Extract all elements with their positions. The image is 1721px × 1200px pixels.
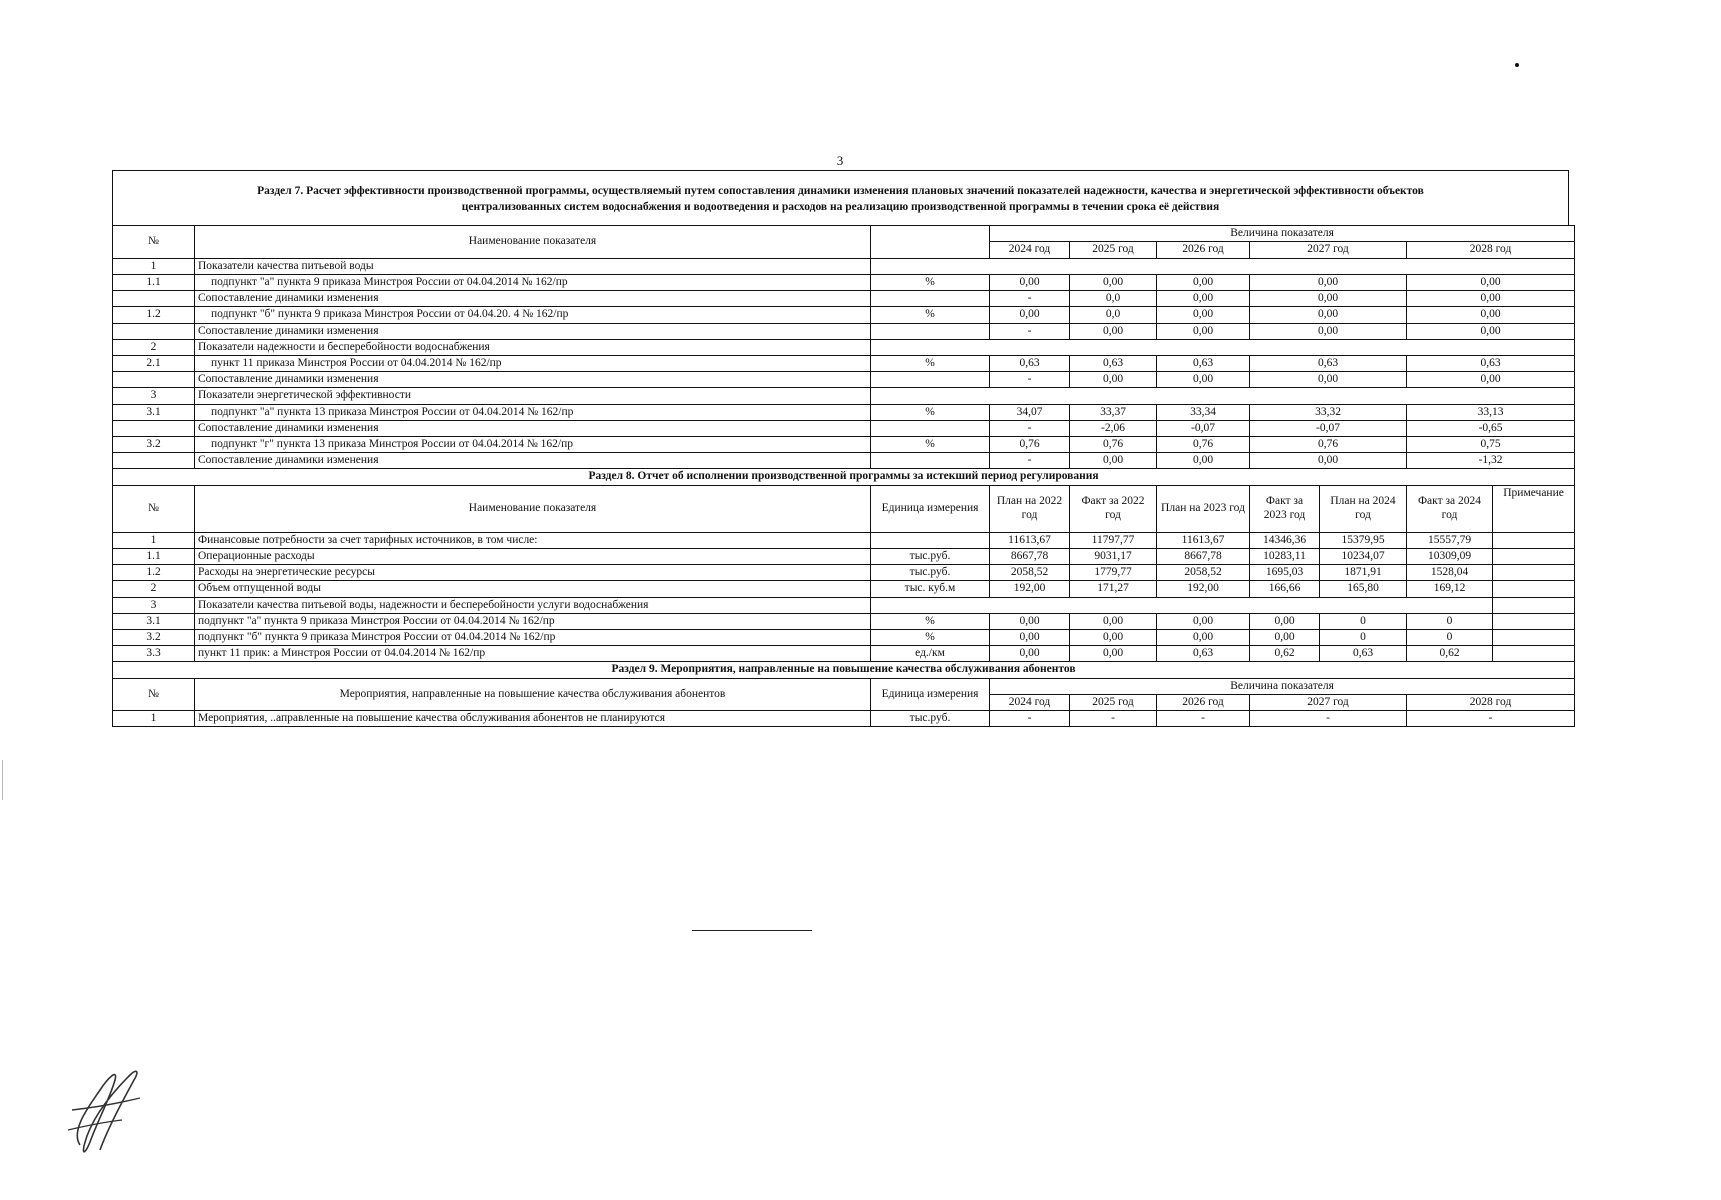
- row-value: 0,00: [1070, 646, 1157, 662]
- row-name: пункт 11 приказа Минстроя России от 04.04.2014 № 162/пр: [195, 355, 871, 371]
- row-number: [113, 420, 195, 436]
- row-value: 165,80: [1320, 581, 1407, 597]
- table-row: [113, 613, 1575, 629]
- s7-year-header: 2026 год: [1157, 242, 1250, 258]
- s9-year-header: 2025 год: [1070, 694, 1157, 710]
- row-value: -: [990, 453, 1070, 469]
- row-number: [113, 453, 195, 469]
- table-row: [113, 532, 1575, 548]
- s8-col-unit: Единица измерения: [871, 485, 990, 532]
- table-row: [113, 453, 1575, 469]
- row-number: 1: [113, 532, 195, 548]
- row-value: 0,00: [1070, 630, 1157, 646]
- page-number: 3: [836, 153, 844, 168]
- table-row: [113, 711, 1575, 727]
- row-value: 0: [1407, 613, 1493, 629]
- scan-edge-mark: [2, 760, 3, 800]
- row-name: Операционные расходы: [195, 548, 871, 564]
- row-unit: %: [871, 613, 990, 629]
- row-value: 0: [1407, 630, 1493, 646]
- row-unit: %: [871, 355, 990, 371]
- row-value: 11613,67: [990, 532, 1070, 548]
- table-row: [113, 258, 1575, 274]
- row-unit: [871, 323, 990, 339]
- row-value: 2058,52: [1157, 565, 1250, 581]
- row-value: 0,00: [1070, 323, 1157, 339]
- s7-col-num: №: [113, 226, 195, 258]
- row-unit: [871, 532, 990, 548]
- row-unit: [871, 453, 990, 469]
- row-value: 14346,36: [1250, 532, 1320, 548]
- s7-col-value: Величина показателя: [990, 226, 1575, 242]
- row-note: [1493, 548, 1575, 564]
- row-unit: %: [871, 437, 990, 453]
- table-row: [113, 404, 1575, 420]
- scan-dot: [1515, 63, 1519, 67]
- row-value: 0,63: [1250, 355, 1407, 371]
- row-value: -1,32: [1407, 453, 1575, 469]
- row-unit: тыс.руб.: [871, 565, 990, 581]
- s8-col-period: Факт за 2023 год: [1250, 485, 1320, 532]
- row-note: [1493, 646, 1575, 662]
- row-note: [1493, 613, 1575, 629]
- s9-header-row: [113, 678, 1575, 694]
- row-number: 3.2: [113, 437, 195, 453]
- table-row: [113, 339, 1575, 355]
- row-name: подпункт "б" пункта 9 приказа Минстроя России от 04.04.20. 4 № 162/пр: [195, 307, 871, 323]
- row-value: 0,00: [990, 630, 1070, 646]
- row-value: -: [990, 711, 1070, 727]
- row-value: 0,63: [990, 355, 1070, 371]
- s8-col-period: План на 2022 год: [990, 485, 1070, 532]
- row-value: 0,00: [1250, 372, 1407, 388]
- table-row: [113, 420, 1575, 436]
- row-number: 2: [113, 339, 195, 355]
- row-value: 0,0: [1070, 291, 1157, 307]
- row-value: 0,00: [1157, 630, 1250, 646]
- row-value: 0,00: [1407, 323, 1575, 339]
- row-value: 34,07: [990, 404, 1070, 420]
- row-value: 1779,77: [1070, 565, 1157, 581]
- table-row: [113, 437, 1575, 453]
- row-value: 0,0: [1070, 307, 1157, 323]
- row-value: 0,00: [1070, 372, 1157, 388]
- row-unit: тыс. куб.м: [871, 581, 990, 597]
- row-value: -: [1157, 711, 1250, 727]
- row-value: 0,63: [1070, 355, 1157, 371]
- s9-col-unit: Единица измерения: [871, 678, 990, 710]
- row-value: 0,63: [1157, 646, 1250, 662]
- row-name: пункт 11 прик: а Минстроя России от 04.04.2014 № 162/пр: [195, 646, 871, 662]
- table-row: [113, 630, 1575, 646]
- row-name: Показатели надежности и бесперебойности водоснабжения: [195, 339, 871, 355]
- s9-year-header: 2027 год: [1250, 694, 1407, 710]
- row-note: [1493, 581, 1575, 597]
- row-value: 0,00: [1157, 613, 1250, 629]
- row-value: 10283,11: [1250, 548, 1320, 564]
- row-number: 1: [113, 711, 195, 727]
- row-value: 0: [1320, 613, 1407, 629]
- row-unit: %: [871, 404, 990, 420]
- row-unit: %: [871, 630, 990, 646]
- row-number: [113, 372, 195, 388]
- row-value: 192,00: [990, 581, 1070, 597]
- row-name: Сопоставление динамики изменения: [195, 291, 871, 307]
- row-number: 3: [113, 388, 195, 404]
- row-value: 33,13: [1407, 404, 1575, 420]
- s7-col-unit: [871, 226, 990, 258]
- row-unit: [871, 420, 990, 436]
- table-row: [113, 323, 1575, 339]
- row-value: 10309,09: [1407, 548, 1493, 564]
- s7-col-name: Наименование показателя: [195, 226, 871, 258]
- row-value: 0,00: [1157, 453, 1250, 469]
- row-value: -0,65: [1407, 420, 1575, 436]
- report-table: [112, 225, 1575, 727]
- row-value: 0,76: [1250, 437, 1407, 453]
- row-value: 0,75: [1407, 437, 1575, 453]
- row-empty: [871, 339, 1575, 355]
- row-unit: тыс.руб.: [871, 711, 990, 727]
- section7-title: [112, 170, 1569, 225]
- row-name: Расходы на энергетические ресурсы: [195, 565, 871, 581]
- s8-col-period: План на 2023 год: [1157, 485, 1250, 532]
- row-value: 0,00: [1407, 274, 1575, 290]
- row-value: 0,00: [1157, 274, 1250, 290]
- row-value: 171,27: [1070, 581, 1157, 597]
- row-value: 0,63: [1157, 355, 1250, 371]
- row-value: 0,62: [1407, 646, 1493, 662]
- row-value: 0,76: [990, 437, 1070, 453]
- row-value: 0,00: [1407, 291, 1575, 307]
- s9-year-header: 2024 год: [990, 694, 1070, 710]
- row-value: 15557,79: [1407, 532, 1493, 548]
- row-value: 0,00: [990, 646, 1070, 662]
- s7-header-row: [113, 226, 1575, 242]
- row-name: подпункт "а" пункта 9 приказа Минстроя России от 04.04.2014 № 162/пр: [195, 274, 871, 290]
- row-value: 33,32: [1250, 404, 1407, 420]
- row-value: 0,63: [1320, 646, 1407, 662]
- row-number: 3.3: [113, 646, 195, 662]
- s9-year-header: 2026 год: [1157, 694, 1250, 710]
- document-frame: [112, 170, 1569, 727]
- row-value: 0,00: [1250, 453, 1407, 469]
- row-name: Показатели энергетической эффективности: [195, 388, 871, 404]
- row-value: 8667,78: [990, 548, 1070, 564]
- row-note: [1493, 532, 1575, 548]
- row-value: 0,00: [1157, 372, 1250, 388]
- row-value: 0,00: [1407, 372, 1575, 388]
- row-value: 169,12: [1407, 581, 1493, 597]
- row-value: 0,00: [1157, 323, 1250, 339]
- row-value: 0,00: [1070, 453, 1157, 469]
- row-value: 1528,04: [1407, 565, 1493, 581]
- table-row: [113, 372, 1575, 388]
- row-value: -0,07: [1250, 420, 1407, 436]
- row-name: подпункт "а" пункта 9 приказа Минстроя России от 04.04.2014 № 162/пр: [195, 613, 871, 629]
- signature: [60, 1050, 150, 1160]
- row-number: 1.2: [113, 307, 195, 323]
- s8-col-period: Факт за 2022 год: [1070, 485, 1157, 532]
- table-row: [113, 274, 1575, 290]
- row-name: Показатели качества питьевой воды: [195, 258, 871, 274]
- row-note: [1493, 630, 1575, 646]
- s8-col-num: №: [113, 485, 195, 532]
- row-number: 1.1: [113, 274, 195, 290]
- section8-title: Раздел 8. Отчет об исполнении производственной программы за истекший период регулирования: [113, 469, 1575, 485]
- row-value: -: [1070, 711, 1157, 727]
- row-number: 3: [113, 597, 195, 613]
- row-value: 0,00: [1250, 291, 1407, 307]
- row-name: Сопоставление динамики изменения: [195, 453, 871, 469]
- row-unit: %: [871, 274, 990, 290]
- table-row: [113, 565, 1575, 581]
- row-value: -: [990, 323, 1070, 339]
- row-number: 1.2: [113, 565, 195, 581]
- row-value: -: [990, 372, 1070, 388]
- s8-title-row: [113, 469, 1575, 485]
- row-value: 9031,17: [1070, 548, 1157, 564]
- row-number: 2: [113, 581, 195, 597]
- row-value: 0,62: [1250, 646, 1320, 662]
- row-name: Сопоставление динамики изменения: [195, 420, 871, 436]
- row-value: 0: [1320, 630, 1407, 646]
- row-unit: [871, 291, 990, 307]
- row-value: 1871,91: [1320, 565, 1407, 581]
- row-value: 2058,52: [990, 565, 1070, 581]
- row-name: Сопоставление динамики изменения: [195, 323, 871, 339]
- row-number: 1: [113, 258, 195, 274]
- row-value: 192,00: [1157, 581, 1250, 597]
- section7-title-line2: централизованных систем водоснабжения и водоотведения и расходов на реализацию производственной программы в течении срока её действия: [461, 201, 1220, 214]
- row-unit: %: [871, 307, 990, 323]
- row-value: 0,00: [990, 613, 1070, 629]
- row-number: 3.1: [113, 613, 195, 629]
- row-unit: тыс.руб.: [871, 548, 990, 564]
- row-number: [113, 323, 195, 339]
- row-value: 0,00: [1250, 307, 1407, 323]
- table-row: [113, 548, 1575, 564]
- row-number: 1.1: [113, 548, 195, 564]
- row-value: 0,76: [1070, 437, 1157, 453]
- row-value: 0,00: [1250, 630, 1320, 646]
- row-number: 3.2: [113, 630, 195, 646]
- row-value: 11797,77: [1070, 532, 1157, 548]
- end-rule: [692, 930, 812, 931]
- row-value: 33,37: [1070, 404, 1157, 420]
- s9-col-name: Мероприятия, направленные на повышение качества обслуживания абонентов: [195, 678, 871, 710]
- row-name: подпункт "б" пункта 9 приказа Минстроя России от 04.04.2014 № 162/пр: [195, 630, 871, 646]
- table-row: [113, 581, 1575, 597]
- row-value: -: [990, 291, 1070, 307]
- row-value: 33,34: [1157, 404, 1250, 420]
- row-note: [1493, 597, 1575, 613]
- row-value: 8667,78: [1157, 548, 1250, 564]
- table-row: [113, 597, 1575, 613]
- row-name: Объем отпущенной воды: [195, 581, 871, 597]
- row-value: 0,00: [1070, 613, 1157, 629]
- row-name: Показатели качества питьевой воды, надежности и бесперебойности услуги водоснабжения: [195, 597, 871, 613]
- row-value: 0,00: [990, 274, 1070, 290]
- s7-year-header: 2025 год: [1070, 242, 1157, 258]
- row-number: 3.1: [113, 404, 195, 420]
- row-unit: [871, 372, 990, 388]
- row-value: -: [990, 420, 1070, 436]
- row-unit: ед./км: [871, 646, 990, 662]
- table-row: [113, 291, 1575, 307]
- row-name: Мероприятия, ..аправленные на повышение качества обслуживания абонентов не планируются: [195, 711, 871, 727]
- row-value: 0,00: [1157, 291, 1250, 307]
- s9-col-num: №: [113, 678, 195, 710]
- row-value: 0,00: [1250, 323, 1407, 339]
- table-row: [113, 646, 1575, 662]
- row-value: 0,00: [1070, 274, 1157, 290]
- row-number: [113, 291, 195, 307]
- s9-col-value: Величина показателя: [990, 678, 1575, 694]
- row-value: -0,07: [1157, 420, 1250, 436]
- row-value: 11613,67: [1157, 532, 1250, 548]
- row-name: Сопоставление динамики изменения: [195, 372, 871, 388]
- s7-year-header: 2028 год: [1407, 242, 1575, 258]
- s7-year-header: 2024 год: [990, 242, 1070, 258]
- row-empty: [871, 597, 1493, 613]
- row-name: подпункт "а" пункта 13 приказа Минстроя России от 04.04.2014 № 162/пр: [195, 404, 871, 420]
- row-note: [1493, 565, 1575, 581]
- row-value: 0,76: [1157, 437, 1250, 453]
- row-value: 10234,07: [1320, 548, 1407, 564]
- row-value: -: [1407, 711, 1575, 727]
- s8-col-period: План на 2024 год: [1320, 485, 1407, 532]
- row-value: 0,00: [1407, 307, 1575, 323]
- section7-title-line1: Раздел 7. Расчет эффективности производственной программы, осуществляемый путем сопоставления динамики изменения плановых значений показателей надежности, качества и энергетической эффективности объектов: [257, 185, 1424, 197]
- row-name: Финансовые потребности за счет тарифных источников, в том числе:: [195, 532, 871, 548]
- row-value: 0,00: [990, 307, 1070, 323]
- row-name: подпункт "г" пункта 13 приказа Минстроя России от 04.04.2014 № 162/пр: [195, 437, 871, 453]
- row-number: 2.1: [113, 355, 195, 371]
- s9-title-row: [113, 662, 1575, 678]
- row-value: 0,00: [1250, 274, 1407, 290]
- row-value: 1695,03: [1250, 565, 1320, 581]
- table-row: [113, 355, 1575, 371]
- row-value: -2,06: [1070, 420, 1157, 436]
- row-value: 0,00: [1250, 613, 1320, 629]
- s9-year-header: 2028 год: [1407, 694, 1575, 710]
- row-value: 15379,95: [1320, 532, 1407, 548]
- s8-col-note: Примечание: [1493, 485, 1575, 532]
- row-empty: [871, 258, 1575, 274]
- table-row: [113, 388, 1575, 404]
- row-value: 0,00: [1157, 307, 1250, 323]
- table-row: [113, 307, 1575, 323]
- s8-header-row: [113, 485, 1575, 532]
- s8-col-period: Факт за 2024 год: [1407, 485, 1493, 532]
- row-value: 0,63: [1407, 355, 1575, 371]
- s7-year-header: 2027 год: [1250, 242, 1407, 258]
- s8-col-name: Наименование показателя: [195, 485, 871, 532]
- row-value: 166,66: [1250, 581, 1320, 597]
- row-empty: [871, 388, 1575, 404]
- section9-title: Раздел 9. Мероприятия, направленные на повышение качества обслуживания абонентов: [113, 662, 1575, 678]
- row-value: -: [1250, 711, 1407, 727]
